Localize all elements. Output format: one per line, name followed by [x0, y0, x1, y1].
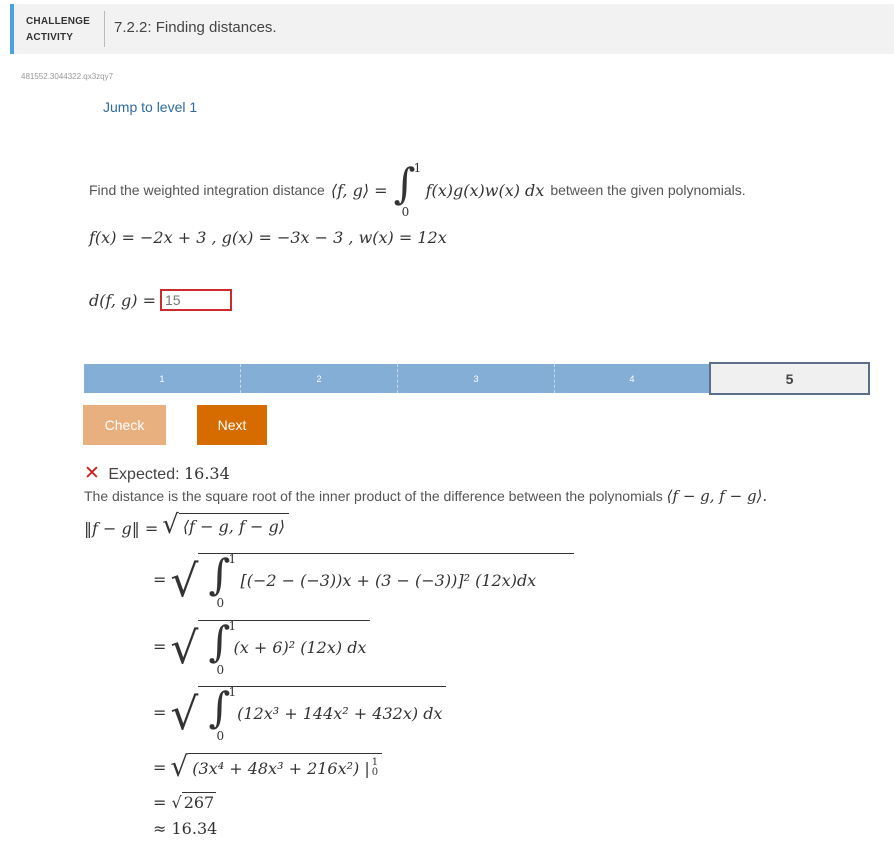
solution-step-6: = √ 267 — [153, 793, 215, 812]
jump-to-level-link[interactable]: Jump to level 1 — [103, 99, 198, 115]
answer-input[interactable] — [160, 289, 232, 311]
integral-sign: ∫ 1 0 — [393, 159, 422, 219]
explanation-text: The distance is the square root of the inner product of the difference between the polynomials ⟨f − g, f − g⟩. — [84, 487, 768, 505]
explanation-math: ⟨f − g, f − g⟩. — [666, 487, 768, 505]
norm-lhs: ‖f − g‖ = — [84, 519, 159, 538]
prompt-text-after: between the given polynomials. — [550, 182, 746, 198]
solution-step-4: = √ ∫ 1 0 (12x³ + 144x² + 432x) dx — [153, 686, 446, 739]
check-button[interactable]: Check — [83, 405, 166, 445]
level-2-segment[interactable]: 2 — [241, 364, 398, 393]
solution-step-5: = √ (3x⁴ + 48x³ + 216x²) | 1 0 — [153, 752, 382, 782]
solution-final-approx: ≈ 16.34 — [153, 819, 218, 838]
sqrt-step-5: √ (3x⁴ + 48x³ + 216x²) | 1 0 — [170, 752, 382, 782]
expected-label: Expected: — [108, 466, 180, 483]
sqrt-step-2: √ ∫ 1 0 [(−2 − (−3))x + (3 − (−3))]² (12x)dx — [170, 553, 574, 606]
sqrt-step-1: √ ⟨f − g, f − g⟩ — [162, 512, 289, 538]
problem-prompt — [89, 160, 746, 220]
integral-sign: ∫ 1 0 — [208, 617, 237, 677]
prompt-text-before: Find the weighted integration distance — [89, 182, 325, 198]
activity-id: 481552.3044322.qx3zqy7 — [21, 72, 114, 81]
answer-row — [89, 289, 232, 311]
incorrect-x-icon: ✕ — [84, 463, 100, 484]
sqrt-step-3: √ ∫ 1 0 (x + 6)² (12x) dx — [170, 620, 370, 673]
inner-product-notation: ⟨f, g⟩ = — [330, 180, 388, 200]
activity-header — [10, 4, 894, 54]
sqrt-step-4: √ ∫ 1 0 (12x³ + 144x² + 432x) dx — [170, 686, 446, 739]
header-divider — [104, 11, 105, 47]
level-1-segment[interactable]: 1 — [84, 364, 241, 393]
activity-title: 7.2.2: Finding distances. — [114, 19, 277, 36]
polynomial-definitions: f(x) = −2x + 3 , g(x) = −3x − 3 , w(x) = 12x — [89, 228, 447, 247]
integrand: f(x)g(x)w(x) dx — [425, 180, 545, 200]
next-button[interactable]: Next — [197, 405, 267, 445]
solution-step-2: = √ ∫ 1 0 [(−2 − (−3))x + (3 − (−3))]² (12x)dx — [153, 553, 574, 606]
integral-sign: ∫ 1 0 — [208, 683, 237, 743]
expected-answer — [84, 462, 230, 485]
integral-lower-bound: 0 — [401, 205, 410, 219]
solution-step-1 — [84, 512, 289, 538]
answer-label: d(f, g) = — [89, 290, 156, 310]
level-progress-bar — [84, 362, 870, 395]
integral-upper-bound: 1 — [413, 161, 422, 175]
solution-step-3: = √ ∫ 1 0 (x + 6)² (12x) dx — [153, 620, 370, 673]
level-3-segment[interactable]: 3 — [398, 364, 555, 393]
level-4-segment[interactable]: 4 — [555, 364, 709, 393]
integral-sign: ∫ 1 0 — [208, 550, 237, 610]
expected-value: 16.34 — [183, 464, 230, 483]
level-5-segment-current[interactable]: 5 — [709, 362, 870, 395]
activity-type-label: CHALLENGE ACTIVITY — [26, 16, 91, 43]
